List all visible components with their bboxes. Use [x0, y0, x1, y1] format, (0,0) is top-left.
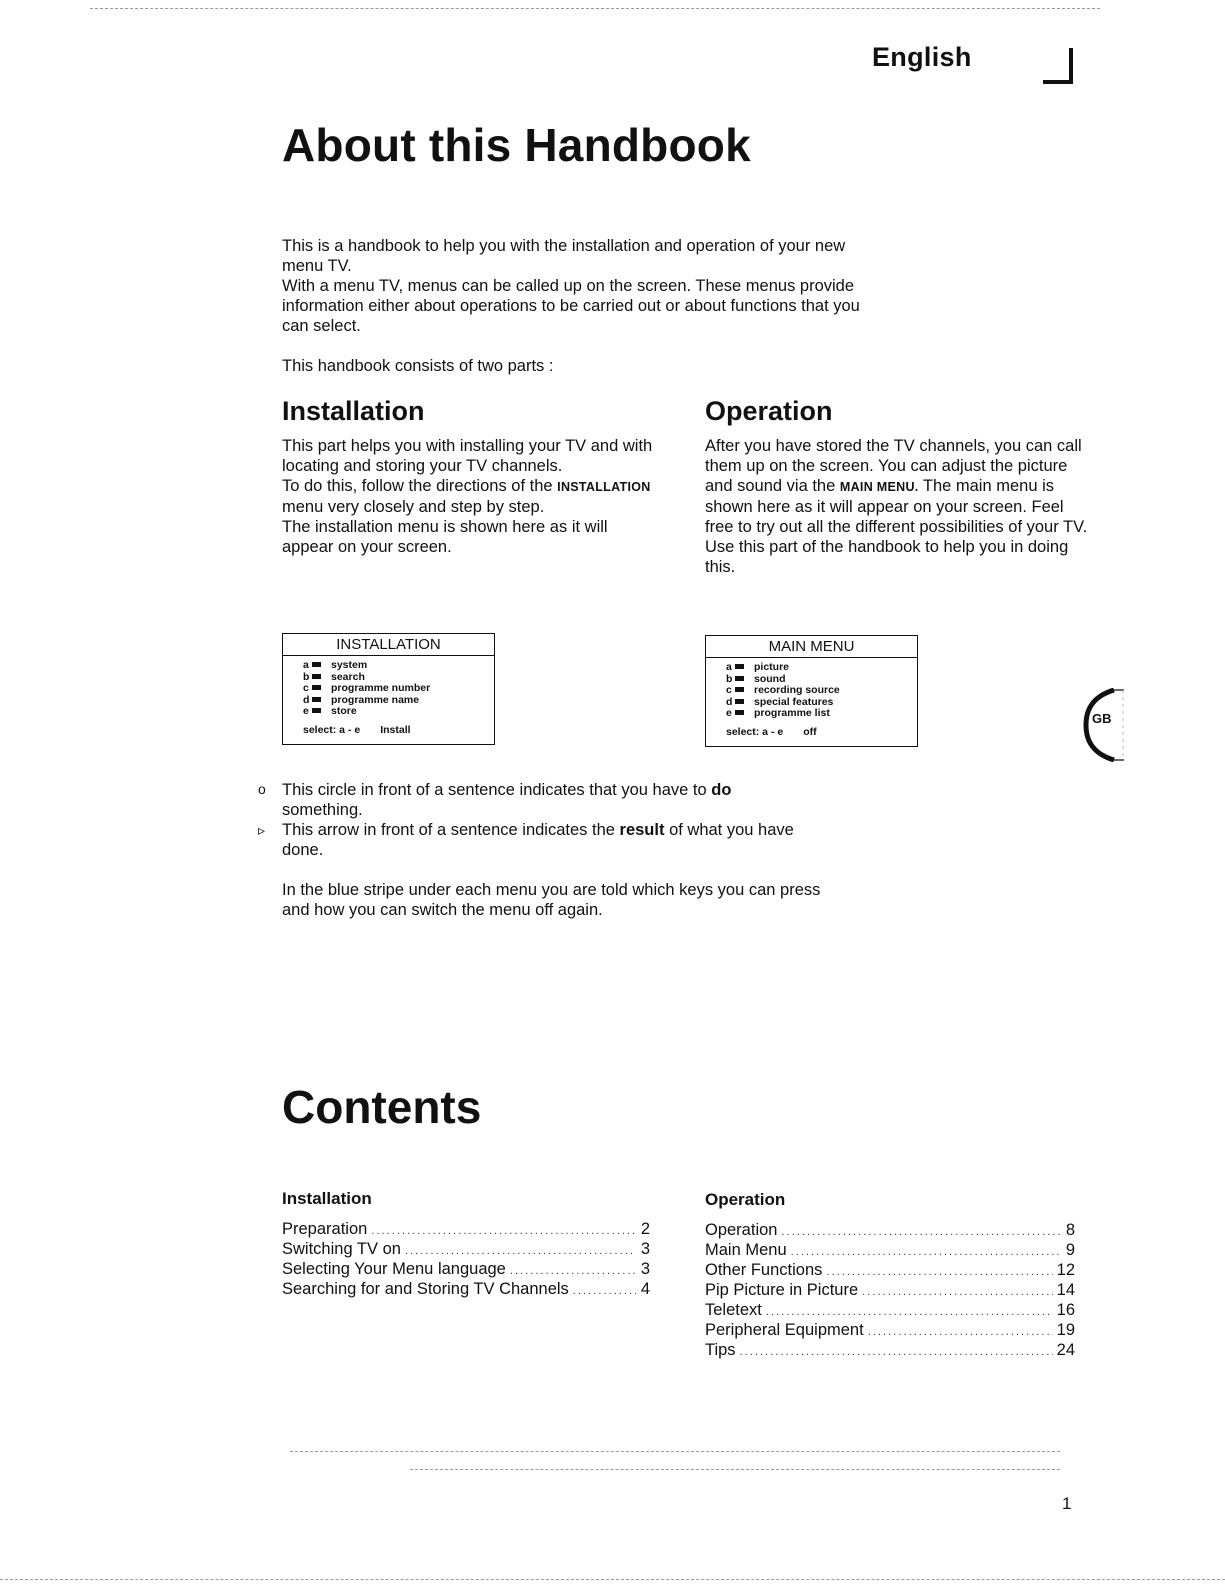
page-title-about: About this Handbook	[282, 119, 751, 171]
language-corner-mark	[1046, 48, 1076, 84]
installation-text-c: The installation menu is shown here as it will appear on your screen.	[282, 518, 608, 556]
toc-entry[interactable]: Operation . . . 8	[705, 1220, 1075, 1240]
note-circle-post: something.	[282, 801, 363, 819]
page-number: 1	[1062, 1494, 1072, 1513]
arrow-marker-icon: ▹	[258, 822, 266, 838]
main-menu-item: c recording source	[726, 684, 840, 696]
installation-text	[282, 436, 662, 557]
note-arrow-pre: This arrow in front of a sentence indicates the	[282, 821, 615, 839]
intro-line-1: This is a handbook to help you with the installation and operation of your new menu TV.	[282, 237, 846, 275]
installation-menu-item: e store	[303, 705, 357, 717]
toc-entry[interactable]: Preparation . . . 2	[282, 1219, 650, 1239]
contents-heading-operation: Operation	[705, 1190, 786, 1209]
note-circle	[282, 780, 842, 820]
note-blue-stripe: In the blue stripe under each menu you are told which keys you can press and how you can switch the menu off again.	[282, 881, 821, 919]
toc-operation	[705, 1220, 1075, 1360]
gb-label: GB	[1092, 711, 1112, 726]
installation-text-b-pre: To do this, follow the directions of the	[282, 477, 553, 495]
operation-text-post: The main menu is shown here as it will appear on your screen. Feel free to try out all the different possibilities of your TV. Use this part of the handbook to help you in doing this.	[705, 477, 1088, 576]
scan-artifact-bottom-1	[290, 1451, 1060, 1452]
installation-text-b-post: menu very closely and step by step.	[282, 498, 545, 516]
note-circle-pre: This circle in front of a sentence indicates that you have to	[282, 781, 707, 799]
intro-parts: This handbook consists of two parts :	[282, 357, 554, 375]
toc-entry[interactable]: Other Functions . . . 12	[705, 1260, 1075, 1280]
toc-entry[interactable]: Searching for and Storing TV Channels . . . 4	[282, 1279, 650, 1299]
toc-entry[interactable]: Peripheral Equipment . . . 19	[705, 1320, 1075, 1340]
main-menu-select-row: select: a - e off	[726, 725, 817, 738]
language-label: English	[872, 42, 972, 72]
installation-menu-title: INSTALLATION	[283, 634, 494, 656]
toc-entry[interactable]: Main Menu . . . 9	[705, 1240, 1075, 1260]
main-menu-title: MAIN MENU	[706, 636, 917, 658]
note-arrow-post-a: of what you have	[669, 821, 794, 839]
contents-heading-installation: Installation	[282, 1189, 372, 1208]
toc-entry[interactable]: Tips . . . 24	[705, 1340, 1075, 1360]
installation-menu-screen	[282, 633, 495, 745]
toc-entry[interactable]: Selecting Your Menu language . . . 3	[282, 1259, 650, 1279]
operation-text-pre: After you have stored the TV channels, you can call them up on the screen. You can adjust the picture and sound via the	[705, 437, 1082, 495]
installation-menu-select-row: select: a - e Install	[303, 723, 411, 736]
note-arrow	[282, 820, 862, 860]
toc-entry[interactable]: Switching TV on . . . 3	[282, 1239, 650, 1259]
installation-menu-item: d programme name	[303, 693, 420, 706]
circle-marker-icon: o	[258, 781, 266, 797]
operation-text	[705, 436, 1095, 577]
toc-installation	[282, 1219, 650, 1299]
installation-menu-item: b search	[303, 670, 365, 683]
main-menu-screen	[705, 635, 918, 747]
toc-entry[interactable]: Pip Picture in Picture . . . 14	[705, 1280, 1075, 1300]
toc-entry[interactable]: Teletext . . . 16	[705, 1300, 1075, 1320]
scan-artifact-top	[90, 8, 1100, 9]
installation-menu-ref: INSTALLATION	[557, 480, 651, 494]
intro-text	[282, 236, 862, 376]
intro-line-2: With a menu TV, menus can be called up on the screen. These menus provide information either about operations to be carried out or about functions that you can select.	[282, 277, 860, 335]
scan-artifact-bottom-2	[410, 1469, 1060, 1470]
main-menu-item: e programme list	[726, 707, 830, 719]
installation-menu-item: c programme number	[303, 682, 431, 694]
installation-text-a: This part helps you with installing your TV and with locating and storing your TV channels.	[282, 437, 653, 475]
main-menu-item: a picture	[726, 661, 790, 673]
main-menu-item: d special features	[726, 695, 834, 708]
heading-operation: Operation	[705, 396, 833, 426]
note-arrow-post-b: done.	[282, 841, 324, 859]
note-circle-bold: do	[711, 781, 732, 799]
contents-title: Contents	[282, 1081, 482, 1133]
main-menu-item: b sound	[726, 672, 786, 685]
gb-side-tab	[1080, 688, 1130, 762]
main-menu-ref: MAIN MENU.	[839, 480, 919, 494]
note-arrow-bold: result	[619, 821, 665, 839]
scan-artifact-bottom-3	[0, 1579, 1225, 1580]
heading-installation: Installation	[282, 396, 425, 426]
installation-menu-item: a system	[303, 659, 368, 671]
